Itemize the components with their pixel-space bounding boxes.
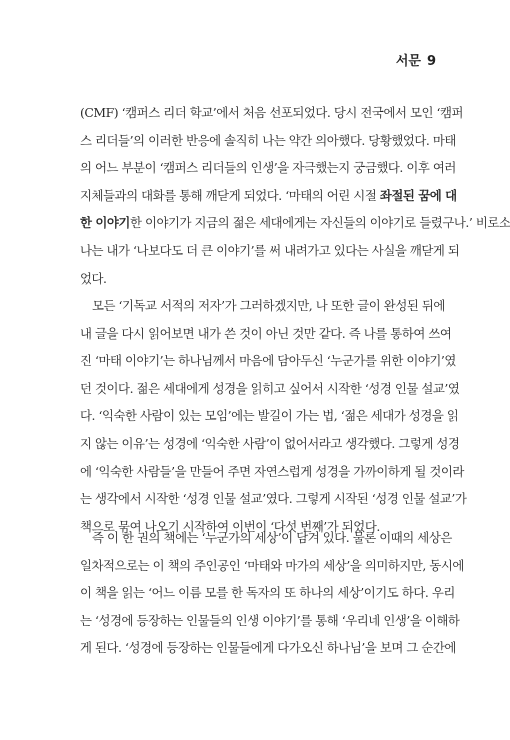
text-segment: 한 이야기가 지금의 젊은 세대에게는 자신들의 이야기로 들렸구나.’ 비로소 bbox=[129, 215, 510, 231]
text-line: 게 된다. ‘성경에 등장하는 인물들에게 다가오신 하나님’을 보며 그 순간에 bbox=[80, 640, 456, 656]
emphasis-text: 한 이야기 bbox=[80, 215, 130, 231]
text-line: 는 ‘성경에 등장하는 인물들의 인생 이야기’를 통해 ‘우리네 인생’을 이해하 bbox=[80, 612, 460, 628]
text-line: 었다. bbox=[80, 270, 107, 286]
text-line bbox=[80, 209, 510, 237]
text-line: 즉 이 한 권의 책에는 ‘누군가의 세상’이 담겨 있다. 물론 이때의 세상은 bbox=[92, 530, 452, 545]
emphasis-text: 좌절된 꿈에 대 bbox=[379, 187, 457, 203]
text-segment: 지체들과의 대화를 통해 깨닫게 되었다. ‘마태의 어린 시절 bbox=[80, 187, 380, 203]
text-line: 일차적으로는 이 책의 주인공인 ‘마태와 마가의 세상’을 의미하지만, 동시에 bbox=[80, 557, 464, 573]
text-line: 지 않는 이유’는 성경에 ‘익숙한 사람’이 없어서라고 생각했다. 그렇게 성경 bbox=[80, 435, 460, 451]
text-line: 모든 ‘기독교 서적의 저자’가 그러하겠지만, 나 또한 글이 완성된 뒤에 bbox=[92, 298, 445, 313]
page-number: 9 bbox=[426, 54, 436, 69]
paragraph-3 bbox=[80, 524, 464, 662]
text-line: 의 어느 부분이 ‘캠퍼스 리더들의 인생’을 자극했는지 궁금했다. 이후 여러 bbox=[80, 160, 456, 176]
text-line bbox=[80, 182, 457, 210]
text-line: 는 생각에서 시작한 ‘성경 인물 설교’였다. 그렇게 시작된 ‘성경 인물 설교’가 bbox=[80, 491, 467, 507]
text-line: 나는 내가 ‘나보다도 더 큰 이야기’를 써 내려가고 있다는 사실을 깨닫게 되 bbox=[80, 242, 460, 258]
text-line: 내 글을 다시 읽어보면 내가 쓴 것이 아닌 것만 같다. 즉 나를 통하여 쓰여 bbox=[80, 325, 452, 341]
running-header bbox=[396, 50, 436, 69]
text-line: 다. ‘익숙한 사람이 있는 모임’에는 발길이 가는 법, ‘젊은 세대가 성경을 읽 bbox=[80, 408, 459, 424]
text-line: 스 리더들’의 이러한 반응에 솔직히 나는 약간 의아했다. 당황했었다. 마태 bbox=[80, 132, 456, 148]
paragraph-2 bbox=[80, 292, 467, 540]
section-title: 서문 bbox=[395, 54, 421, 69]
text-line: 에 ‘익숙한 사람들’을 만들어 주면 자연스럽게 성경을 가까이하게 될 것이라 bbox=[80, 463, 464, 479]
text-line: 진 ‘마태 이야기’는 하나님께서 마음에 담아두신 ‘누군가를 위한 이야기’였 bbox=[80, 353, 456, 369]
text-line: 책으로 묶여 나오기 시작하여 이번이 ‘다섯 번째’가 되었다. bbox=[80, 518, 380, 534]
text-line: 던 것이다. 젊은 세대에게 성경을 읽히고 싶어서 시작한 ‘성경 인물 설교’였 bbox=[80, 380, 460, 396]
text-line: (CMF) ‘캠퍼스 리더 학교’에서 처음 선포되었다. 당시 전국에서 모인 ‘캠퍼 bbox=[80, 105, 464, 120]
paragraph-1 bbox=[80, 99, 510, 292]
text-line: 이 책을 읽는 ‘어느 이름 모를 한 독자의 또 하나의 세상’이기도 하다. 우리 bbox=[80, 585, 455, 601]
